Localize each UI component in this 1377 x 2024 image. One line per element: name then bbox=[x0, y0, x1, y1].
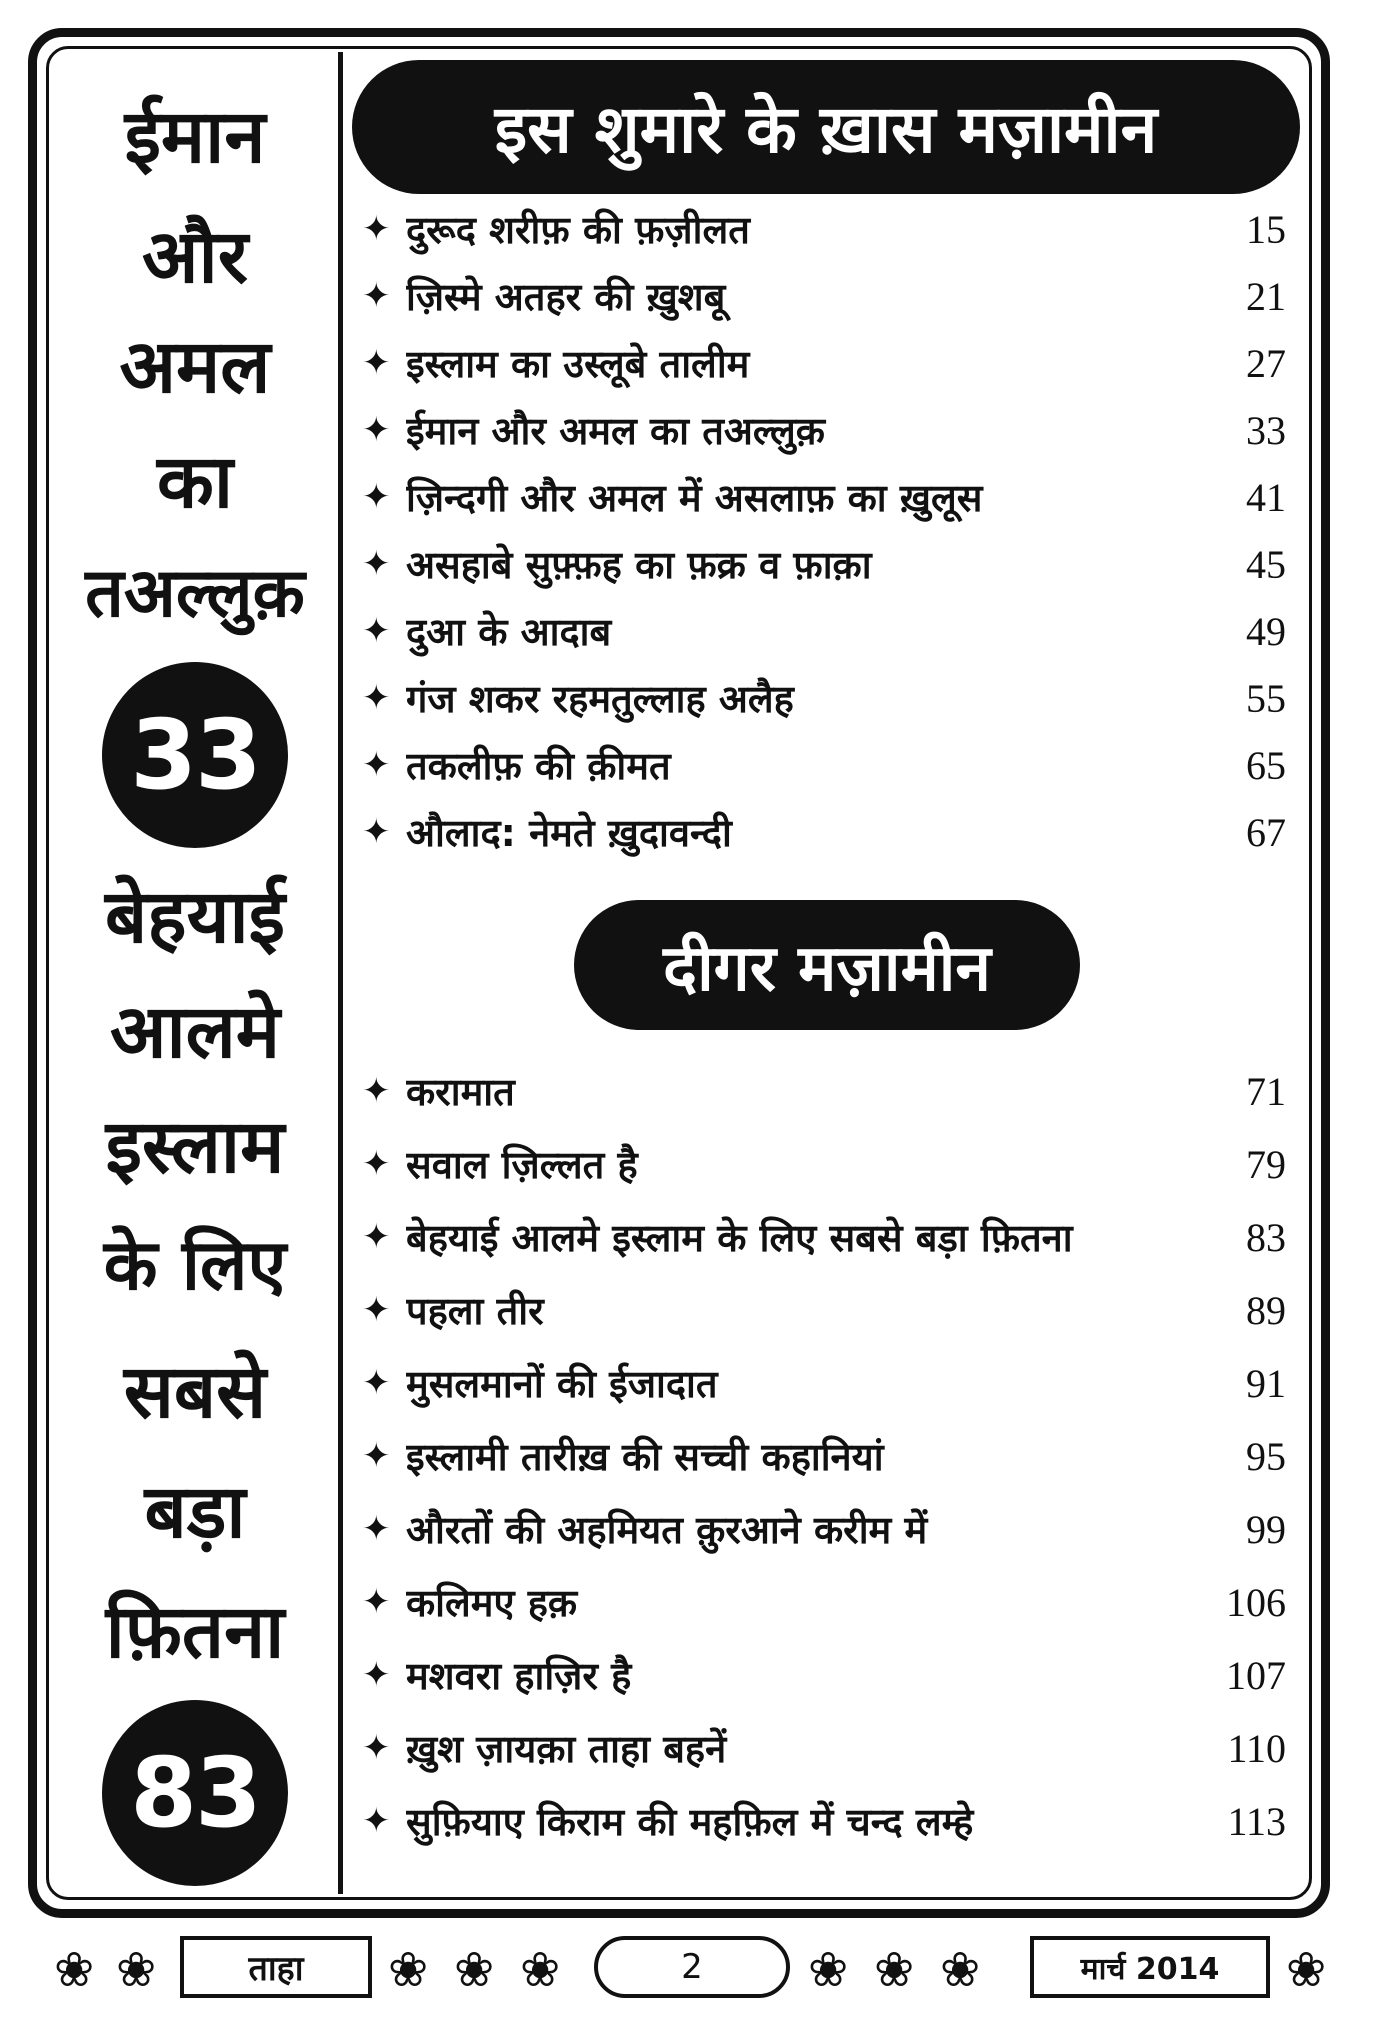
toc-entry bbox=[362, 803, 1286, 861]
flower-ornament-icon: ❀ bbox=[808, 1942, 849, 1998]
sidebar-word: बेहयाई bbox=[105, 874, 285, 960]
toc-entry-title: मुसलमानों की ईजादात bbox=[406, 1362, 718, 1406]
toc-entry bbox=[362, 401, 1286, 459]
bullet-diamond-icon: ✦ bbox=[362, 1144, 391, 1184]
sidebar-word: तअल्लुक़ bbox=[85, 554, 305, 633]
column-divider bbox=[338, 52, 343, 1894]
toc-entry-title: तकलीफ़ की क़ीमत bbox=[406, 744, 671, 788]
sidebar-word: ईमान bbox=[124, 94, 266, 180]
toc-entry bbox=[362, 334, 1286, 392]
flower-ornament-icon: ❀ bbox=[940, 1942, 981, 1998]
toc-entry bbox=[362, 200, 1286, 258]
toc-entry-page: 79 bbox=[1246, 1141, 1286, 1187]
sidebar-word: के लिए bbox=[103, 1224, 287, 1306]
bullet-diamond-icon: ✦ bbox=[362, 1655, 391, 1695]
bullet-diamond-icon: ✦ bbox=[362, 1801, 391, 1841]
toc-entry bbox=[362, 602, 1286, 660]
toc-entry-title: कलिमए हक़ bbox=[406, 1581, 578, 1625]
toc-entry-page: 67 bbox=[1246, 809, 1286, 855]
bullet-diamond-icon: ✦ bbox=[362, 343, 391, 383]
flower-ornament-icon: ❀ bbox=[874, 1942, 915, 1998]
toc-entry-page: 71 bbox=[1246, 1068, 1286, 1114]
magazine-name: ताहा bbox=[180, 1936, 372, 1998]
page-number: 2 bbox=[594, 1936, 790, 1998]
bullet-diamond-icon: ✦ bbox=[362, 410, 391, 450]
toc-entry-page: 83 bbox=[1246, 1214, 1286, 1260]
toc-entry bbox=[362, 1646, 1286, 1704]
toc-entry-page: 89 bbox=[1246, 1287, 1286, 1333]
toc-entry bbox=[362, 1062, 1286, 1120]
toc-entry-title: गंज शकर रहमतुल्लाह अलैह bbox=[406, 677, 794, 721]
flower-ornament-icon: ❀ bbox=[520, 1942, 561, 1998]
sidebar-word: और bbox=[142, 214, 248, 300]
bullet-diamond-icon: ✦ bbox=[362, 544, 391, 584]
toc-entry-title: ज़िन्दगी और अमल में असलाफ़ का ख़ुलूस bbox=[406, 476, 983, 520]
bullet-diamond-icon: ✦ bbox=[362, 1290, 391, 1330]
bullet-diamond-icon: ✦ bbox=[362, 276, 391, 316]
section-heading-special: इस शुमारे के ख़ास मज़ामीन bbox=[352, 60, 1300, 194]
toc-entry-page: 55 bbox=[1246, 675, 1286, 721]
toc-entry-title: असहाबे सुफ़्फ़ह का फ़क्र व फ़ाक़ा bbox=[406, 543, 872, 587]
flower-ornament-icon: ❀ bbox=[1286, 1942, 1327, 1998]
sidebar-word: बड़ा bbox=[144, 1469, 246, 1555]
bullet-diamond-icon: ✦ bbox=[362, 1071, 391, 1111]
toc-entry bbox=[362, 1573, 1286, 1631]
bullet-diamond-icon: ✦ bbox=[362, 1217, 391, 1257]
toc-entry-page: 49 bbox=[1246, 608, 1286, 654]
toc-entry bbox=[362, 468, 1286, 526]
toc-entry-title: ज़िस्मे अतहर की ख़ुशबू bbox=[406, 275, 726, 319]
flower-ornament-icon: ❀ bbox=[116, 1942, 157, 1998]
toc-entry bbox=[362, 267, 1286, 325]
toc-entry-page: 110 bbox=[1227, 1725, 1286, 1771]
toc-entry-page: 95 bbox=[1246, 1433, 1286, 1479]
toc-entry-page: 27 bbox=[1246, 340, 1286, 386]
toc-entry-title: करामात bbox=[406, 1070, 515, 1114]
sidebar-word: इस्लाम bbox=[105, 1104, 285, 1190]
toc-entry bbox=[362, 1281, 1286, 1339]
toc-entry-page: 107 bbox=[1226, 1652, 1286, 1698]
toc-entry-title: औरतों की अहमियत क़ुरआने करीम में bbox=[406, 1508, 928, 1552]
toc-entry-title: सुफ़ियाए किराम की महफ़िल में चन्द लम्हे bbox=[406, 1800, 974, 1844]
toc-entry bbox=[362, 1135, 1286, 1193]
section-heading-other: दीगर मज़ामीन bbox=[574, 900, 1080, 1030]
sidebar-word: फ़ितना bbox=[105, 1589, 285, 1675]
toc-entry-page: 21 bbox=[1246, 273, 1286, 319]
toc-entry bbox=[362, 1354, 1286, 1412]
toc-entry-title: सवाल ज़िल्लत है bbox=[406, 1143, 638, 1187]
toc-entry-title: इस्लामी तारीख़ की सच्ची कहानियां bbox=[406, 1435, 884, 1479]
toc-entry-title: बेहयाई आलमे इस्लाम के लिए सबसे बड़ा फ़ितना bbox=[406, 1216, 1073, 1260]
toc-entry-title: औलाद: नेमते ख़ुदावन्दी bbox=[406, 811, 732, 855]
toc-entry-title: दुआ के आदाब bbox=[406, 610, 612, 654]
toc-entry-page: 99 bbox=[1246, 1506, 1286, 1552]
sidebar-word: अमल bbox=[119, 324, 271, 410]
toc-entry-page: 113 bbox=[1227, 1798, 1286, 1844]
toc-entry-title: इस्लाम का उस्लूबे तालीम bbox=[406, 342, 750, 386]
toc-entry-page: 106 bbox=[1226, 1579, 1286, 1625]
toc-entry-title: पहला तीर bbox=[406, 1289, 544, 1333]
bullet-diamond-icon: ✦ bbox=[362, 1582, 391, 1622]
sidebar bbox=[52, 70, 338, 1890]
featured-page-circle: 83 bbox=[102, 1700, 288, 1886]
toc-entry bbox=[362, 736, 1286, 794]
bullet-diamond-icon: ✦ bbox=[362, 477, 391, 517]
toc-entry-title: मशवरा हाज़िर है bbox=[406, 1654, 632, 1698]
bullet-diamond-icon: ✦ bbox=[362, 812, 391, 852]
flower-ornament-icon: ❀ bbox=[388, 1942, 429, 1998]
bullet-diamond-icon: ✦ bbox=[362, 678, 391, 718]
bullet-diamond-icon: ✦ bbox=[362, 209, 391, 249]
footer-bar bbox=[40, 1930, 1340, 2010]
toc-entry-page: 65 bbox=[1246, 742, 1286, 788]
toc-entry-page: 15 bbox=[1246, 206, 1286, 252]
flower-ornament-icon: ❀ bbox=[54, 1942, 95, 1998]
toc-entry-title: ख़ुश ज़ायक़ा ताहा बहनें bbox=[406, 1727, 727, 1771]
toc-entry bbox=[362, 1500, 1286, 1558]
toc-entry bbox=[362, 1208, 1286, 1266]
featured-page-circle: 33 bbox=[102, 662, 288, 848]
toc-entry-page: 45 bbox=[1246, 541, 1286, 587]
bullet-diamond-icon: ✦ bbox=[362, 1509, 391, 1549]
toc-entry-page: 91 bbox=[1246, 1360, 1286, 1406]
bullet-diamond-icon: ✦ bbox=[362, 1436, 391, 1476]
toc-entry-title: दुरूद शरीफ़ की फ़ज़ीलत bbox=[406, 208, 750, 252]
bullet-diamond-icon: ✦ bbox=[362, 1728, 391, 1768]
toc-entry bbox=[362, 669, 1286, 727]
toc-entry bbox=[362, 1792, 1286, 1850]
flower-ornament-icon: ❀ bbox=[454, 1942, 495, 1998]
bullet-diamond-icon: ✦ bbox=[362, 745, 391, 785]
sidebar-word: सबसे bbox=[123, 1349, 267, 1435]
toc-entry bbox=[362, 1427, 1286, 1485]
bullet-diamond-icon: ✦ bbox=[362, 611, 391, 651]
sidebar-word: आलमे bbox=[109, 989, 281, 1075]
sidebar-word: का bbox=[157, 439, 233, 525]
toc-entry bbox=[362, 1719, 1286, 1777]
issue-date: मार्च 2014 bbox=[1030, 1936, 1270, 1998]
toc-entry-page: 41 bbox=[1246, 474, 1286, 520]
toc-entry-page: 33 bbox=[1246, 407, 1286, 453]
toc-entry bbox=[362, 535, 1286, 593]
toc-entry-title: ईमान और अमल का तअल्लुक़ bbox=[406, 409, 825, 453]
bullet-diamond-icon: ✦ bbox=[362, 1363, 391, 1403]
